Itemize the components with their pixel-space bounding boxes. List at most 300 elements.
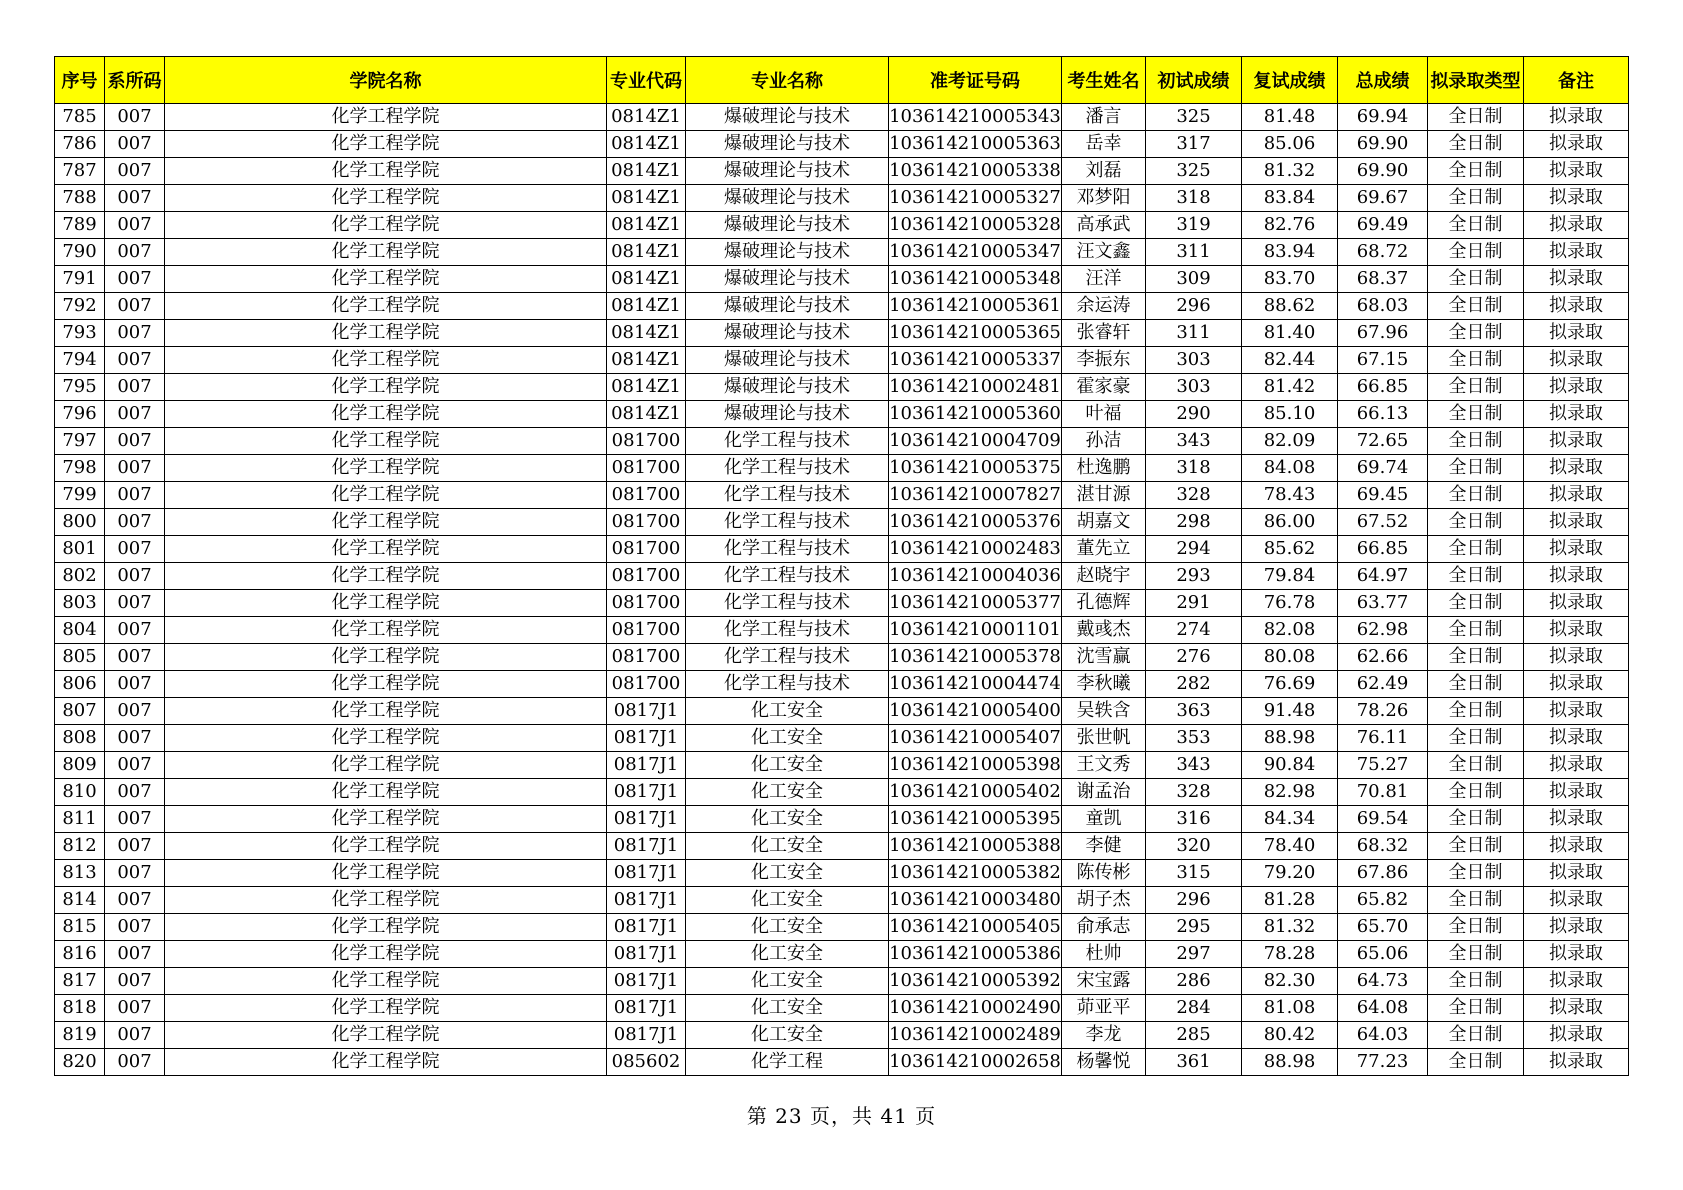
cell-major-code: 0814Z1 [607, 104, 686, 131]
cell-retest-score: 82.30 [1242, 968, 1338, 995]
cell-retest-score: 84.08 [1242, 455, 1338, 482]
cell-initial-score: 294 [1146, 536, 1242, 563]
cell-initial-score: 361 [1146, 1049, 1242, 1076]
cell-dept-code: 007 [105, 860, 165, 887]
cell-initial-score: 343 [1146, 428, 1242, 455]
cell-serial: 806 [55, 671, 105, 698]
cell-college-name: 化学工程学院 [165, 914, 607, 941]
cell-dept-code: 007 [105, 293, 165, 320]
cell-initial-score: 353 [1146, 725, 1242, 752]
cell-major-code: 081700 [607, 617, 686, 644]
cell-major-name: 爆破理论与技术 [686, 212, 889, 239]
cell-dept-code: 007 [105, 1022, 165, 1049]
cell-major-name: 化工安全 [686, 779, 889, 806]
cell-dept-code: 007 [105, 455, 165, 482]
header-exam-id: 准考证号码 [889, 57, 1062, 104]
admission-list-sheet [54, 56, 1628, 1076]
cell-total-score: 72.65 [1338, 428, 1428, 455]
cell-dept-code: 007 [105, 131, 165, 158]
header-serial: 序号 [55, 57, 105, 104]
cell-retest-score: 88.98 [1242, 725, 1338, 752]
cell-total-score: 75.27 [1338, 752, 1428, 779]
cell-admission-type: 全日制 [1428, 806, 1524, 833]
cell-candidate-name: 孔德辉 [1062, 590, 1146, 617]
cell-admission-type: 全日制 [1428, 509, 1524, 536]
cell-retest-score: 85.06 [1242, 131, 1338, 158]
cell-total-score: 69.94 [1338, 104, 1428, 131]
cell-admission-type: 全日制 [1428, 239, 1524, 266]
cell-total-score: 65.70 [1338, 914, 1428, 941]
cell-major-name: 化工安全 [686, 941, 889, 968]
page-footer: 第 23 页，共 41 页 [746, 1104, 937, 1128]
cell-dept-code: 007 [105, 698, 165, 725]
cell-exam-id: 103614210005327 [889, 185, 1062, 212]
cell-initial-score: 320 [1146, 833, 1242, 860]
table-row [55, 617, 1629, 644]
cell-serial: 796 [55, 401, 105, 428]
cell-admission-type: 全日制 [1428, 590, 1524, 617]
table-row [55, 266, 1629, 293]
cell-dept-code: 007 [105, 104, 165, 131]
cell-retest-score: 90.84 [1242, 752, 1338, 779]
cell-college-name: 化学工程学院 [165, 320, 607, 347]
cell-major-name: 爆破理论与技术 [686, 104, 889, 131]
cell-major-code: 081700 [607, 671, 686, 698]
cell-major-name: 化学工程与技术 [686, 455, 889, 482]
table-row [55, 131, 1629, 158]
table-row [55, 779, 1629, 806]
cell-initial-score: 293 [1146, 563, 1242, 590]
table-row [55, 374, 1629, 401]
table-header-row [55, 57, 1629, 104]
cell-remark: 拟录取 [1524, 185, 1629, 212]
cell-major-name: 化工安全 [686, 1022, 889, 1049]
cell-initial-score: 296 [1146, 293, 1242, 320]
cell-admission-type: 全日制 [1428, 401, 1524, 428]
cell-dept-code: 007 [105, 590, 165, 617]
cell-candidate-name: 张世帆 [1062, 725, 1146, 752]
cell-dept-code: 007 [105, 941, 165, 968]
cell-remark: 拟录取 [1524, 995, 1629, 1022]
cell-dept-code: 007 [105, 536, 165, 563]
cell-major-name: 化学工程与技术 [686, 644, 889, 671]
cell-remark: 拟录取 [1524, 752, 1629, 779]
cell-initial-score: 284 [1146, 995, 1242, 1022]
cell-major-name: 爆破理论与技术 [686, 401, 889, 428]
cell-total-score: 77.23 [1338, 1049, 1428, 1076]
header-initial-score: 初试成绩 [1146, 57, 1242, 104]
cell-dept-code: 007 [105, 995, 165, 1022]
cell-total-score: 64.73 [1338, 968, 1428, 995]
cell-remark: 拟录取 [1524, 401, 1629, 428]
cell-dept-code: 007 [105, 887, 165, 914]
table-row [55, 482, 1629, 509]
cell-retest-score: 83.94 [1242, 239, 1338, 266]
table-row [55, 1022, 1629, 1049]
table-row [55, 455, 1629, 482]
cell-admission-type: 全日制 [1428, 482, 1524, 509]
cell-total-score: 63.77 [1338, 590, 1428, 617]
cell-college-name: 化学工程学院 [165, 698, 607, 725]
header-candidate-name: 考生姓名 [1062, 57, 1146, 104]
cell-initial-score: 286 [1146, 968, 1242, 995]
cell-major-code: 0817J1 [607, 914, 686, 941]
cell-retest-score: 84.34 [1242, 806, 1338, 833]
cell-admission-type: 全日制 [1428, 563, 1524, 590]
table-row [55, 968, 1629, 995]
cell-dept-code: 007 [105, 482, 165, 509]
table-row [55, 320, 1629, 347]
cell-initial-score: 290 [1146, 401, 1242, 428]
cell-exam-id: 103614210005405 [889, 914, 1062, 941]
cell-retest-score: 86.00 [1242, 509, 1338, 536]
cell-dept-code: 007 [105, 428, 165, 455]
cell-candidate-name: 潘言 [1062, 104, 1146, 131]
cell-remark: 拟录取 [1524, 779, 1629, 806]
cell-initial-score: 325 [1146, 104, 1242, 131]
cell-serial: 787 [55, 158, 105, 185]
cell-college-name: 化学工程学院 [165, 428, 607, 455]
cell-total-score: 76.11 [1338, 725, 1428, 752]
cell-exam-id: 103614210002489 [889, 1022, 1062, 1049]
cell-remark: 拟录取 [1524, 725, 1629, 752]
cell-total-score: 68.72 [1338, 239, 1428, 266]
cell-remark: 拟录取 [1524, 1049, 1629, 1076]
cell-total-score: 65.06 [1338, 941, 1428, 968]
table-row [55, 887, 1629, 914]
cell-dept-code: 007 [105, 374, 165, 401]
cell-major-code: 081700 [607, 509, 686, 536]
cell-major-code: 081700 [607, 482, 686, 509]
cell-remark: 拟录取 [1524, 536, 1629, 563]
cell-major-code: 0814Z1 [607, 374, 686, 401]
cell-serial: 795 [55, 374, 105, 401]
cell-admission-type: 全日制 [1428, 752, 1524, 779]
header-admission-type: 拟录取类型 [1428, 57, 1524, 104]
cell-remark: 拟录取 [1524, 887, 1629, 914]
cell-candidate-name: 叶福 [1062, 401, 1146, 428]
table-row [55, 347, 1629, 374]
cell-dept-code: 007 [105, 239, 165, 266]
table-row [55, 806, 1629, 833]
cell-college-name: 化学工程学院 [165, 131, 607, 158]
cell-exam-id: 103614210005378 [889, 644, 1062, 671]
cell-remark: 拟录取 [1524, 347, 1629, 374]
cell-exam-id: 103614210005376 [889, 509, 1062, 536]
cell-retest-score: 82.98 [1242, 779, 1338, 806]
cell-dept-code: 007 [105, 914, 165, 941]
cell-serial: 800 [55, 509, 105, 536]
cell-serial: 814 [55, 887, 105, 914]
cell-exam-id: 103614210005347 [889, 239, 1062, 266]
cell-initial-score: 328 [1146, 779, 1242, 806]
cell-major-name: 化学工程与技术 [686, 671, 889, 698]
cell-initial-score: 297 [1146, 941, 1242, 968]
cell-retest-score: 81.42 [1242, 374, 1338, 401]
cell-remark: 拟录取 [1524, 428, 1629, 455]
cell-college-name: 化学工程学院 [165, 455, 607, 482]
cell-retest-score: 78.43 [1242, 482, 1338, 509]
cell-candidate-name: 戴彧杰 [1062, 617, 1146, 644]
cell-major-code: 0814Z1 [607, 347, 686, 374]
cell-initial-score: 282 [1146, 671, 1242, 698]
cell-college-name: 化学工程学院 [165, 779, 607, 806]
cell-retest-score: 88.98 [1242, 1049, 1338, 1076]
cell-remark: 拟录取 [1524, 671, 1629, 698]
cell-dept-code: 007 [105, 617, 165, 644]
cell-exam-id: 103614210002481 [889, 374, 1062, 401]
cell-remark: 拟录取 [1524, 590, 1629, 617]
cell-remark: 拟录取 [1524, 941, 1629, 968]
cell-retest-score: 85.62 [1242, 536, 1338, 563]
cell-admission-type: 全日制 [1428, 455, 1524, 482]
cell-college-name: 化学工程学院 [165, 617, 607, 644]
table-row [55, 995, 1629, 1022]
cell-total-score: 65.82 [1338, 887, 1428, 914]
cell-admission-type: 全日制 [1428, 185, 1524, 212]
cell-remark: 拟录取 [1524, 563, 1629, 590]
cell-serial: 807 [55, 698, 105, 725]
cell-retest-score: 88.62 [1242, 293, 1338, 320]
cell-exam-id: 103614210005402 [889, 779, 1062, 806]
cell-remark: 拟录取 [1524, 131, 1629, 158]
cell-total-score: 67.86 [1338, 860, 1428, 887]
cell-retest-score: 83.84 [1242, 185, 1338, 212]
table-row [55, 698, 1629, 725]
cell-major-name: 化学工程与技术 [686, 590, 889, 617]
cell-retest-score: 80.42 [1242, 1022, 1338, 1049]
cell-remark: 拟录取 [1524, 320, 1629, 347]
cell-college-name: 化学工程学院 [165, 185, 607, 212]
cell-admission-type: 全日制 [1428, 374, 1524, 401]
cell-candidate-name: 刘磊 [1062, 158, 1146, 185]
table-row [55, 671, 1629, 698]
cell-major-name: 化工安全 [686, 698, 889, 725]
cell-remark: 拟录取 [1524, 239, 1629, 266]
cell-major-code: 081700 [607, 536, 686, 563]
cell-major-name: 化学工程与技术 [686, 428, 889, 455]
cell-dept-code: 007 [105, 266, 165, 293]
table-row [55, 752, 1629, 779]
cell-serial: 820 [55, 1049, 105, 1076]
header-major-name: 专业名称 [686, 57, 889, 104]
cell-admission-type: 全日制 [1428, 644, 1524, 671]
cell-serial: 817 [55, 968, 105, 995]
table-row [55, 185, 1629, 212]
cell-candidate-name: 余运涛 [1062, 293, 1146, 320]
table-row [55, 509, 1629, 536]
cell-exam-id: 103614210005360 [889, 401, 1062, 428]
cell-serial: 799 [55, 482, 105, 509]
cell-candidate-name: 杨馨悦 [1062, 1049, 1146, 1076]
cell-major-code: 0814Z1 [607, 320, 686, 347]
cell-remark: 拟录取 [1524, 806, 1629, 833]
cell-major-name: 爆破理论与技术 [686, 266, 889, 293]
cell-college-name: 化学工程学院 [165, 1049, 607, 1076]
cell-admission-type: 全日制 [1428, 833, 1524, 860]
cell-dept-code: 007 [105, 509, 165, 536]
cell-college-name: 化学工程学院 [165, 401, 607, 428]
cell-candidate-name: 王文秀 [1062, 752, 1146, 779]
cell-retest-score: 81.08 [1242, 995, 1338, 1022]
cell-candidate-name: 赵晓宇 [1062, 563, 1146, 590]
cell-total-score: 70.81 [1338, 779, 1428, 806]
cell-major-code: 085602 [607, 1049, 686, 1076]
cell-candidate-name: 霍家豪 [1062, 374, 1146, 401]
cell-admission-type: 全日制 [1428, 914, 1524, 941]
cell-serial: 797 [55, 428, 105, 455]
cell-college-name: 化学工程学院 [165, 590, 607, 617]
header-major-code: 专业代码 [607, 57, 686, 104]
cell-candidate-name: 张睿轩 [1062, 320, 1146, 347]
cell-exam-id: 103614210004709 [889, 428, 1062, 455]
cell-dept-code: 007 [105, 185, 165, 212]
cell-major-name: 化工安全 [686, 860, 889, 887]
cell-major-name: 化工安全 [686, 995, 889, 1022]
cell-exam-id: 103614210005395 [889, 806, 1062, 833]
cell-college-name: 化学工程学院 [165, 752, 607, 779]
cell-college-name: 化学工程学院 [165, 536, 607, 563]
cell-total-score: 69.54 [1338, 806, 1428, 833]
cell-admission-type: 全日制 [1428, 617, 1524, 644]
cell-candidate-name: 陈传彬 [1062, 860, 1146, 887]
cell-retest-score: 76.78 [1242, 590, 1338, 617]
cell-remark: 拟录取 [1524, 266, 1629, 293]
cell-serial: 790 [55, 239, 105, 266]
cell-major-code: 0817J1 [607, 779, 686, 806]
cell-admission-type: 全日制 [1428, 1049, 1524, 1076]
cell-major-code: 0814Z1 [607, 401, 686, 428]
cell-remark: 拟录取 [1524, 1022, 1629, 1049]
cell-retest-score: 82.09 [1242, 428, 1338, 455]
cell-major-name: 爆破理论与技术 [686, 239, 889, 266]
cell-retest-score: 78.28 [1242, 941, 1338, 968]
cell-admission-type: 全日制 [1428, 887, 1524, 914]
cell-exam-id: 103614210005388 [889, 833, 1062, 860]
cell-candidate-name: 俞承志 [1062, 914, 1146, 941]
cell-initial-score: 318 [1146, 455, 1242, 482]
cell-serial: 805 [55, 644, 105, 671]
cell-candidate-name: 童凯 [1062, 806, 1146, 833]
cell-serial: 791 [55, 266, 105, 293]
cell-initial-score: 291 [1146, 590, 1242, 617]
cell-major-code: 0814Z1 [607, 293, 686, 320]
cell-major-name: 化工安全 [686, 806, 889, 833]
cell-retest-score: 81.32 [1242, 158, 1338, 185]
cell-remark: 拟录取 [1524, 914, 1629, 941]
table-row [55, 428, 1629, 455]
cell-candidate-name: 茆亚平 [1062, 995, 1146, 1022]
table-row [55, 104, 1629, 131]
table-row [55, 401, 1629, 428]
cell-remark: 拟录取 [1524, 482, 1629, 509]
table-row [55, 563, 1629, 590]
cell-major-code: 081700 [607, 455, 686, 482]
cell-college-name: 化学工程学院 [165, 1022, 607, 1049]
cell-admission-type: 全日制 [1428, 266, 1524, 293]
cell-retest-score: 81.28 [1242, 887, 1338, 914]
cell-major-code: 0814Z1 [607, 212, 686, 239]
cell-admission-type: 全日制 [1428, 779, 1524, 806]
cell-dept-code: 007 [105, 968, 165, 995]
cell-remark: 拟录取 [1524, 509, 1629, 536]
cell-major-name: 化工安全 [686, 833, 889, 860]
cell-admission-type: 全日制 [1428, 293, 1524, 320]
cell-admission-type: 全日制 [1428, 671, 1524, 698]
cell-dept-code: 007 [105, 212, 165, 239]
cell-exam-id: 103614210001101 [889, 617, 1062, 644]
cell-major-name: 爆破理论与技术 [686, 347, 889, 374]
cell-total-score: 66.85 [1338, 374, 1428, 401]
cell-remark: 拟录取 [1524, 374, 1629, 401]
cell-major-name: 化学工程与技术 [686, 563, 889, 590]
cell-candidate-name: 杜帅 [1062, 941, 1146, 968]
cell-major-code: 0817J1 [607, 968, 686, 995]
table-body [55, 104, 1629, 1076]
cell-serial: 808 [55, 725, 105, 752]
cell-college-name: 化学工程学院 [165, 158, 607, 185]
cell-admission-type: 全日制 [1428, 428, 1524, 455]
table-row [55, 914, 1629, 941]
cell-major-code: 0817J1 [607, 1022, 686, 1049]
cell-exam-id: 103614210005363 [889, 131, 1062, 158]
cell-initial-score: 315 [1146, 860, 1242, 887]
cell-college-name: 化学工程学院 [165, 104, 607, 131]
cell-major-code: 0817J1 [607, 995, 686, 1022]
cell-total-score: 62.98 [1338, 617, 1428, 644]
cell-serial: 786 [55, 131, 105, 158]
cell-total-score: 69.45 [1338, 482, 1428, 509]
header-dept-code: 系所码 [105, 57, 165, 104]
cell-initial-score: 295 [1146, 914, 1242, 941]
cell-college-name: 化学工程学院 [165, 671, 607, 698]
table-row [55, 590, 1629, 617]
cell-dept-code: 007 [105, 779, 165, 806]
cell-serial: 785 [55, 104, 105, 131]
cell-initial-score: 298 [1146, 509, 1242, 536]
cell-initial-score: 303 [1146, 347, 1242, 374]
cell-serial: 802 [55, 563, 105, 590]
cell-serial: 792 [55, 293, 105, 320]
cell-exam-id: 103614210005400 [889, 698, 1062, 725]
cell-admission-type: 全日制 [1428, 941, 1524, 968]
cell-major-name: 爆破理论与技术 [686, 293, 889, 320]
cell-college-name: 化学工程学院 [165, 374, 607, 401]
cell-initial-score: 317 [1146, 131, 1242, 158]
cell-major-code: 0817J1 [607, 752, 686, 779]
cell-candidate-name: 李健 [1062, 833, 1146, 860]
cell-exam-id: 103614210005365 [889, 320, 1062, 347]
cell-dept-code: 007 [105, 1049, 165, 1076]
cell-retest-score: 82.76 [1242, 212, 1338, 239]
cell-serial: 816 [55, 941, 105, 968]
cell-candidate-name: 吴轶含 [1062, 698, 1146, 725]
cell-dept-code: 007 [105, 347, 165, 374]
table-row [55, 536, 1629, 563]
cell-major-code: 081700 [607, 563, 686, 590]
cell-initial-score: 276 [1146, 644, 1242, 671]
cell-admission-type: 全日制 [1428, 725, 1524, 752]
cell-total-score: 64.03 [1338, 1022, 1428, 1049]
cell-major-name: 化工安全 [686, 752, 889, 779]
cell-exam-id: 103614210005382 [889, 860, 1062, 887]
cell-candidate-name: 董先立 [1062, 536, 1146, 563]
table-row [55, 1049, 1629, 1076]
cell-exam-id: 103614210004474 [889, 671, 1062, 698]
cell-retest-score: 83.70 [1242, 266, 1338, 293]
cell-exam-id: 103614210005328 [889, 212, 1062, 239]
header-remark: 备注 [1524, 57, 1629, 104]
